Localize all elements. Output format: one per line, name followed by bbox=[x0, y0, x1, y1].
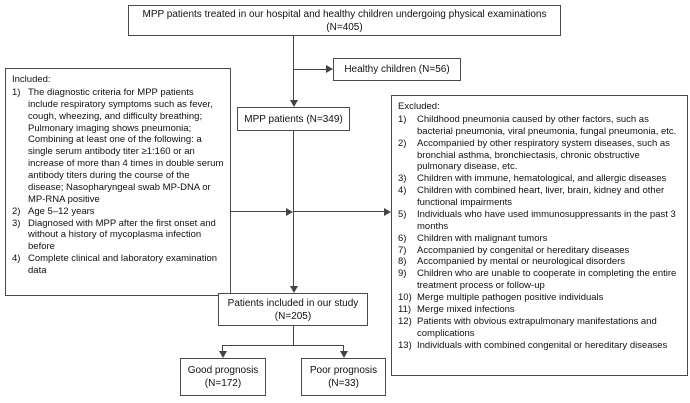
healthy-children-label: Healthy children (N=56) bbox=[344, 64, 450, 75]
item-text: The diagnostic criteria for MPP patients include respiratory symptoms such as fever, cough, wheezing, and difficulty breathing; Pulmonary imaging shows pneumonia; Combining at least one of the following: a single serum antibody titer ≥1:160 or an increase of more than 4 times in double serum antibody titers during the course of the disease; Nasopharyngeal swab MP-DNA or MP-RNA positive bbox=[28, 86, 224, 205]
item-text: Merge multiple pathogen positive individuals bbox=[417, 292, 604, 303]
poor-prognosis-text: Poor prognosis bbox=[309, 365, 378, 376]
good-prognosis-count: (N=172) bbox=[204, 378, 242, 389]
mpp-patients-box bbox=[237, 107, 350, 131]
item-number: 1) bbox=[398, 113, 407, 125]
item-number: 6) bbox=[398, 232, 407, 244]
item-number: 11) bbox=[398, 303, 412, 315]
good-prognosis-text: Good prognosis bbox=[187, 365, 259, 376]
item-text: Children with immune, hematological, and allergic diseases bbox=[417, 173, 667, 185]
connector-to-healthy bbox=[293, 69, 326, 70]
top-population-text: MPP patients treated in our hospital and healthy children undergoing physical examinations bbox=[142, 8, 547, 20]
item-text: Individuals with combined congenital or hereditary diseases bbox=[417, 339, 668, 351]
item-text: Childhood pneumonia caused by other factors, such as bacterial pneumonia, viral pneumonia, fungal pneumonia, etc. bbox=[417, 113, 677, 137]
item-text: Individuals who have used immunosuppressants in the past 3 months bbox=[417, 208, 676, 232]
item-text: Children with combined heart, liver, brain, kidney and other functional impairments bbox=[417, 185, 665, 208]
poor-prognosis-count: (N=33) bbox=[328, 378, 359, 389]
item-number: 2) bbox=[12, 205, 21, 217]
excluded-item bbox=[398, 304, 681, 316]
item-text: Accompanied by other respiratory system diseases, such as bronchial asthma, bronchiectasis, chronic obstructive pulmonary disease, etc. bbox=[417, 137, 670, 173]
item-number: 12) bbox=[398, 315, 412, 327]
item-number: 13) bbox=[398, 339, 412, 351]
item-text: Merge mixed infections bbox=[417, 303, 515, 315]
good-prognosis-box bbox=[180, 358, 266, 396]
excluded-item bbox=[398, 256, 681, 268]
connector-study-to-split bbox=[293, 326, 294, 345]
excluded-item bbox=[398, 340, 681, 352]
connector-excluded bbox=[293, 211, 384, 212]
item-number: 9) bbox=[398, 268, 407, 280]
excluded-item bbox=[398, 185, 681, 209]
included-heading: Included: bbox=[12, 74, 51, 85]
included-criteria-box bbox=[5, 68, 231, 296]
study-inclusion-text: Patients included in our study bbox=[227, 297, 359, 309]
arrowhead-to-mpp bbox=[290, 100, 298, 107]
study-inclusion-box bbox=[218, 293, 368, 326]
included-item bbox=[12, 87, 224, 206]
item-number: 3) bbox=[398, 173, 407, 185]
item-number: 4) bbox=[12, 253, 21, 265]
included-item bbox=[12, 206, 224, 218]
excluded-item bbox=[398, 245, 681, 257]
excluded-item bbox=[398, 173, 681, 185]
arrowhead-to-healthy bbox=[326, 65, 333, 73]
excluded-heading: Excluded: bbox=[398, 101, 440, 112]
excluded-item bbox=[398, 292, 681, 304]
item-number: 5) bbox=[398, 208, 407, 220]
connector-included bbox=[230, 211, 286, 212]
poor-prognosis-box bbox=[301, 358, 386, 396]
excluded-item bbox=[398, 316, 681, 340]
excluded-criteria-box bbox=[391, 95, 688, 376]
arrowhead-excluded bbox=[384, 208, 391, 216]
excluded-item bbox=[398, 268, 681, 292]
item-text: Diagnosed with MPP after the first onset and without a history of mycoplasma infection before bbox=[28, 217, 216, 253]
item-text: Accompanied by congenital or hereditary diseases bbox=[417, 244, 630, 256]
excluded-item bbox=[398, 209, 681, 233]
arrowhead-to-study bbox=[290, 286, 298, 293]
study-inclusion-count: (N=205) bbox=[274, 310, 312, 322]
arrowhead-included bbox=[286, 208, 293, 216]
healthy-children-box bbox=[333, 58, 461, 81]
connector-mpp-to-study bbox=[293, 131, 294, 286]
item-number: 3) bbox=[12, 217, 21, 229]
item-text: Patients with obvious extrapulmonary manifestations and complications bbox=[417, 315, 657, 339]
arrowhead-to-good bbox=[219, 351, 227, 358]
item-text: Accompanied by mental or neurological disorders bbox=[417, 256, 626, 268]
connector-split bbox=[222, 345, 344, 346]
item-text: Age 5–12 years bbox=[28, 205, 95, 217]
included-item bbox=[12, 218, 224, 254]
mpp-patients-label: MPP patients (N=349) bbox=[244, 113, 343, 125]
item-number: 4) bbox=[398, 185, 407, 197]
item-number: 7) bbox=[398, 244, 407, 256]
item-number: 2) bbox=[398, 137, 407, 149]
item-text: Children who are unable to cooperate in completing the entire treatment process or follow-up bbox=[417, 268, 677, 292]
item-number: 1) bbox=[12, 86, 21, 98]
excluded-item bbox=[398, 233, 681, 245]
included-item bbox=[12, 253, 224, 277]
item-text: Complete clinical and laboratory examination data bbox=[28, 253, 218, 276]
arrowhead-to-poor bbox=[340, 351, 348, 358]
excluded-item bbox=[398, 114, 681, 138]
top-population-count: (N=405) bbox=[326, 21, 363, 33]
excluded-item bbox=[398, 138, 681, 174]
item-text: Children with malignant tumors bbox=[417, 232, 548, 244]
item-number: 8) bbox=[398, 256, 407, 268]
top-population-box bbox=[128, 5, 561, 36]
item-number: 10) bbox=[398, 292, 412, 303]
connector-top-to-mpp bbox=[293, 36, 294, 100]
